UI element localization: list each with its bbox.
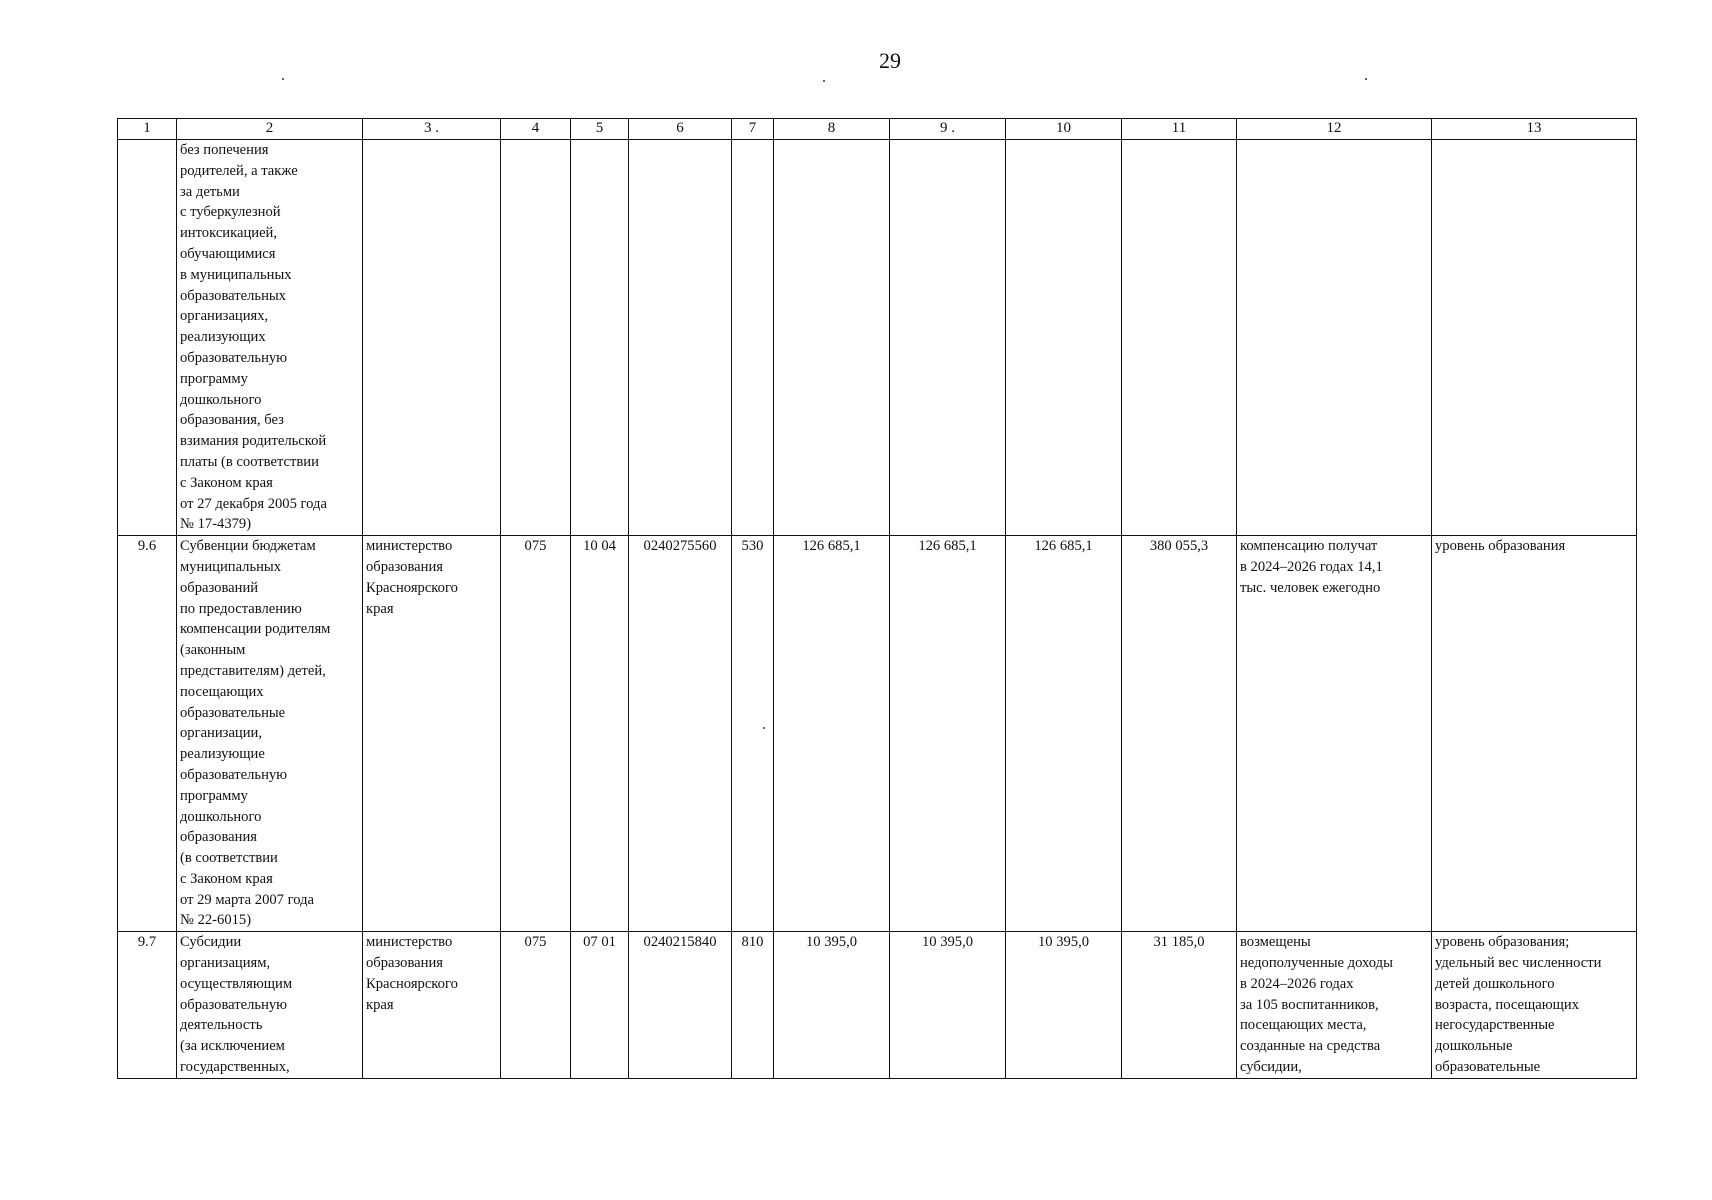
column-number-row [118,119,1637,140]
row-number [118,140,177,536]
amount-year-3 [1006,140,1122,536]
column-header: 1 [118,119,177,140]
grbs-code: 075 [501,536,571,932]
vr-code [732,140,774,536]
scan-artifact [823,80,825,82]
scan-artifact [282,78,284,80]
expected-result [1237,140,1432,536]
amount-year-1: 10 395,0 [774,932,890,1079]
column-header: 7 [732,119,774,140]
measure-name: Субсидии организациям, осуществляющим образовательную деятельность (за исключением государственных, [177,932,363,1079]
scan-artifact [1365,78,1367,80]
amount-year-3: 10 395,0 [1006,932,1122,1079]
amount-year-2: 10 395,0 [890,932,1006,1079]
indicator: уровень образования; удельный вес численности детей дошкольного возраста, посещающих негосударственные дошкольные образовательные [1432,932,1637,1079]
amount-year-3: 126 685,1 [1006,536,1122,932]
amount-year-2: 126 685,1 [890,536,1006,932]
grbs-name: министерство образования Красноярского края [363,536,501,932]
grbs-code [501,140,571,536]
column-header: 9 . [890,119,1006,140]
csr-code: 0240215840 [629,932,732,1079]
measure-name: Субвенции бюджетам муниципальных образований по предоставлению компенсации родителям (законным представителям) детей, посещающих образовательные организации, реализующие образовательную программу дошкольного образования (в соответствии с Законом края от 29 марта 2007 года № 22-6015) [177,536,363,932]
column-header: 10 [1006,119,1122,140]
amount-total: 31 185,0 [1122,932,1237,1079]
column-header: 13 [1432,119,1637,140]
amount-year-1: 126 685,1 [774,536,890,932]
expected-result: компенсацию получат в 2024–2026 годах 14,1 тыс. человек ежегодно [1237,536,1432,932]
rz-pr-code: 10 04 [571,536,629,932]
grbs-name [363,140,501,536]
amount-year-1 [774,140,890,536]
vr-code: 810 [732,932,774,1079]
column-header: 6 [629,119,732,140]
table-row [118,536,1637,932]
column-header: 3 . [363,119,501,140]
column-header: 12 [1237,119,1432,140]
measure-name: без попечения родителей, а также за детьми с туберкулезной интоксикацией, обучающимися в муниципальных образовательных организациях, реализующих образовательную программу дошкольного образования, без взимания родительской платы (в соответствии с Законом края от 27 декабря 2005 года № 17-4379) [177,140,363,536]
grbs-code: 075 [501,932,571,1079]
rz-pr-code [571,140,629,536]
amount-total: 380 055,3 [1122,536,1237,932]
indicator: уровень образования [1432,536,1637,932]
grbs-name: министерство образования Красноярского края [363,932,501,1079]
table-row [118,140,1637,536]
vr-code: 530 [732,536,774,932]
column-header: 5 [571,119,629,140]
csr-code: 0240275560 [629,536,732,932]
budget-table [117,118,1637,1079]
column-header: 8 [774,119,890,140]
table-row [118,932,1637,1079]
row-number: 9.6 [118,536,177,932]
csr-code [629,140,732,536]
indicator [1432,140,1637,536]
column-header: 4 [501,119,571,140]
expected-result: возмещены недополученные доходы в 2024–2026 годах за 105 воспитанников, посещающих места, созданные на средства субсидии, [1237,932,1432,1079]
page-number: 29 [879,48,901,73]
column-header: 2 [177,119,363,140]
row-number: 9.7 [118,932,177,1079]
column-header: 11 [1122,119,1237,140]
amount-year-2 [890,140,1006,536]
rz-pr-code: 07 01 [571,932,629,1079]
amount-total [1122,140,1237,536]
